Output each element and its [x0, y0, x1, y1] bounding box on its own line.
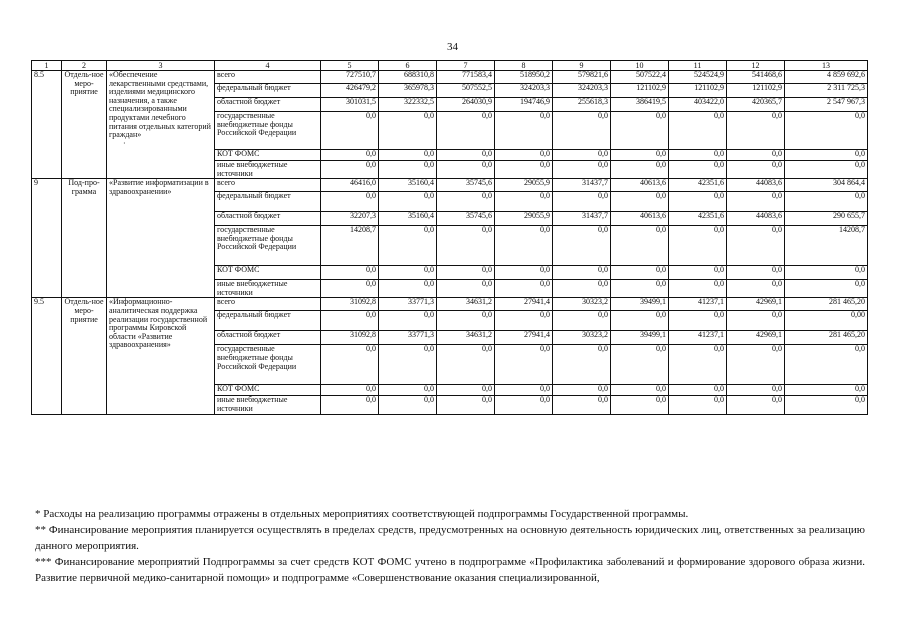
- value-cell: 0,0: [727, 226, 785, 266]
- value-cell: 0,0: [321, 192, 379, 212]
- value-cell: 0,0: [611, 226, 669, 266]
- value-cell: 365978,3: [379, 84, 437, 98]
- value-cell: 0,0: [437, 226, 495, 266]
- value-cell: 322332,5: [379, 98, 437, 112]
- value-cell: 121102,9: [611, 84, 669, 98]
- value-cell: 34631,2: [437, 298, 495, 311]
- value-cell: 0,0: [669, 112, 727, 150]
- funding-source-cell: государственные внебюджетные фонды Российской Федерации: [215, 345, 321, 385]
- funding-source-cell: областной бюджет: [215, 98, 321, 112]
- value-cell: 507522,4: [611, 71, 669, 84]
- value-cell: 420365,7: [727, 98, 785, 112]
- value-cell: 0,0: [727, 345, 785, 385]
- value-cell: 0,0: [437, 396, 495, 414]
- item-mark: ·: [123, 138, 126, 148]
- value-cell: 0,0: [727, 311, 785, 331]
- value-cell: 403422,0: [669, 98, 727, 112]
- value-cell: 0,0: [495, 161, 553, 179]
- value-cell: 33771,3: [379, 331, 437, 345]
- funding-source-cell: федеральный бюджет: [215, 311, 321, 331]
- value-cell: 0,0: [495, 385, 553, 396]
- value-cell: 0,0: [437, 311, 495, 331]
- value-cell: 0,0: [785, 396, 868, 414]
- value-cell: 42969,1: [727, 298, 785, 311]
- budget-table: [31, 60, 868, 415]
- item-type-cell: Отдель-ное меро-приятие: [62, 298, 107, 414]
- row-id-cell: 9.5: [32, 298, 62, 414]
- value-cell: 34631,2: [437, 331, 495, 345]
- value-cell: 0,0: [379, 161, 437, 179]
- value-cell: 0,0: [437, 150, 495, 161]
- value-cell: 0,0: [669, 161, 727, 179]
- value-cell: 0,0: [669, 150, 727, 161]
- value-cell: 304 864,4: [785, 179, 868, 192]
- value-cell: 0,0: [611, 345, 669, 385]
- value-cell: 0,0: [785, 345, 868, 385]
- value-cell: 0,0: [669, 385, 727, 396]
- value-cell: 0,0: [553, 385, 611, 396]
- item-type-cell: Отдель-ное меро-приятие: [62, 71, 107, 179]
- value-cell: 121102,9: [669, 84, 727, 98]
- value-cell: 0,0: [321, 266, 379, 280]
- value-cell: 324203,3: [495, 84, 553, 98]
- value-cell: 14208,7: [321, 226, 379, 266]
- value-cell: 264030,9: [437, 98, 495, 112]
- value-cell: 0,0: [553, 396, 611, 414]
- value-cell: 0,0: [321, 280, 379, 298]
- footnotes: [35, 506, 865, 586]
- value-cell: 44083,6: [727, 179, 785, 192]
- value-cell: 0,0: [553, 311, 611, 331]
- value-cell: 27941,4: [495, 298, 553, 311]
- table-row: [32, 71, 868, 84]
- funding-source-cell: областной бюджет: [215, 331, 321, 345]
- value-cell: 0,0: [321, 385, 379, 396]
- value-cell: 0,0: [495, 192, 553, 212]
- footnote: *** Финансирование мероприятий Подпрограммы за счет средств КОТ ФОМС учтено в подпрограмме «Профилактика заболеваний и формирование здорового образа жизни. Развитие первичной медико-санитарной помощи» и подпрограмме «Совершенствование оказания специализированной,: [35, 556, 865, 584]
- value-cell: 0,0: [495, 396, 553, 414]
- value-cell: 688310,8: [379, 71, 437, 84]
- footnote: ** Финансирование мероприятия планируется осуществлять в пределах средств, предусмотренных на основную деятельность юридических лиц, ответственных за реализацию данного мероприятия.: [35, 524, 865, 552]
- value-cell: 41237,1: [669, 331, 727, 345]
- value-cell: 0,0: [437, 161, 495, 179]
- column-number-row: [32, 61, 868, 71]
- value-cell: 29055,9: [495, 212, 553, 226]
- value-cell: 27941,4: [495, 331, 553, 345]
- value-cell: 386419,5: [611, 98, 669, 112]
- value-cell: 301031,5: [321, 98, 379, 112]
- value-cell: 0,0: [727, 280, 785, 298]
- value-cell: 0,0: [727, 266, 785, 280]
- col-header: 6: [379, 61, 437, 71]
- table-row: [32, 179, 868, 192]
- value-cell: 0,0: [553, 226, 611, 266]
- item-type-cell: Под-про-грамма: [62, 179, 107, 298]
- item-name: «Развитие информатизации в здравоохранении»: [109, 178, 209, 196]
- row-id-cell: 8.5: [32, 71, 62, 179]
- value-cell: 0,0: [785, 385, 868, 396]
- value-cell: 30323,2: [553, 331, 611, 345]
- col-header: 13: [785, 61, 868, 71]
- value-cell: 121102,9: [727, 84, 785, 98]
- value-cell: 0,0: [379, 280, 437, 298]
- col-header: 9: [553, 61, 611, 71]
- value-cell: 0,0: [785, 266, 868, 280]
- value-cell: 44083,6: [727, 212, 785, 226]
- value-cell: 0,0: [379, 345, 437, 385]
- value-cell: 0,0: [669, 266, 727, 280]
- value-cell: 39499,1: [611, 298, 669, 311]
- col-header: 12: [727, 61, 785, 71]
- value-cell: 0,0: [495, 345, 553, 385]
- value-cell: 518950,2: [495, 71, 553, 84]
- value-cell: 0,0: [379, 226, 437, 266]
- value-cell: 0,0: [727, 396, 785, 414]
- value-cell: 0,0: [553, 266, 611, 280]
- value-cell: 0,0: [669, 192, 727, 212]
- value-cell: 771583,4: [437, 71, 495, 84]
- funding-source-cell: иные внебюджетные источники: [215, 396, 321, 414]
- value-cell: 324203,3: [553, 84, 611, 98]
- value-cell: 0,00: [785, 311, 868, 331]
- value-cell: 0,0: [669, 345, 727, 385]
- value-cell: 0,0: [379, 192, 437, 212]
- value-cell: 0,0: [495, 280, 553, 298]
- value-cell: 0,0: [611, 192, 669, 212]
- value-cell: 0,0: [379, 266, 437, 280]
- funding-source-cell: федеральный бюджет: [215, 84, 321, 98]
- funding-source-cell: областной бюджет: [215, 212, 321, 226]
- funding-source-cell: всего: [215, 71, 321, 84]
- value-cell: 2 547 967,3: [785, 98, 868, 112]
- value-cell: 0,0: [321, 161, 379, 179]
- value-cell: 0,0: [379, 150, 437, 161]
- value-cell: 0,0: [553, 192, 611, 212]
- item-name-cell: [107, 179, 215, 298]
- value-cell: 0,0: [727, 161, 785, 179]
- value-cell: 42351,6: [669, 179, 727, 192]
- value-cell: 194746,9: [495, 98, 553, 112]
- value-cell: 31437,7: [553, 212, 611, 226]
- funding-source-cell: всего: [215, 179, 321, 192]
- value-cell: 2 311 725,3: [785, 84, 868, 98]
- funding-source-cell: иные внебюджетные источники: [215, 161, 321, 179]
- value-cell: 0,0: [611, 396, 669, 414]
- value-cell: 41237,1: [669, 298, 727, 311]
- value-cell: 0,0: [611, 266, 669, 280]
- value-cell: 0,0: [553, 150, 611, 161]
- value-cell: 0,0: [727, 112, 785, 150]
- value-cell: 4 859 692,6: [785, 71, 868, 84]
- footnote: * Расходы на реализацию программы отражены в отдельных мероприятиях соответствующей подпрограммы Государственной программы.: [35, 508, 689, 520]
- value-cell: 39499,1: [611, 331, 669, 345]
- value-cell: 0,0: [727, 150, 785, 161]
- funding-source-cell: КОТ ФОМС: [215, 266, 321, 280]
- value-cell: 0,0: [321, 396, 379, 414]
- value-cell: 0,0: [611, 280, 669, 298]
- value-cell: 290 655,7: [785, 212, 868, 226]
- table-body: [32, 71, 868, 415]
- value-cell: 0,0: [437, 385, 495, 396]
- value-cell: 0,0: [379, 385, 437, 396]
- value-cell: 0,0: [437, 192, 495, 212]
- value-cell: 727510,7: [321, 71, 379, 84]
- value-cell: 0,0: [611, 112, 669, 150]
- value-cell: 42351,6: [669, 212, 727, 226]
- value-cell: 0,0: [785, 192, 868, 212]
- value-cell: 40613,6: [611, 179, 669, 192]
- value-cell: 35745,6: [437, 212, 495, 226]
- funding-source-cell: федеральный бюджет: [215, 192, 321, 212]
- value-cell: 0,0: [669, 280, 727, 298]
- funding-source-cell: КОТ ФОМС: [215, 150, 321, 161]
- col-header: 11: [669, 61, 727, 71]
- value-cell: 0,0: [611, 385, 669, 396]
- col-header: 3: [107, 61, 215, 71]
- value-cell: 0,0: [495, 266, 553, 280]
- value-cell: 31437,7: [553, 179, 611, 192]
- value-cell: 32207,3: [321, 212, 379, 226]
- value-cell: 0,0: [495, 226, 553, 266]
- value-cell: 0,0: [611, 150, 669, 161]
- value-cell: 29055,9: [495, 179, 553, 192]
- value-cell: 0,0: [553, 280, 611, 298]
- value-cell: 35745,6: [437, 179, 495, 192]
- page-number: 34: [447, 41, 458, 53]
- value-cell: 281 465,20: [785, 298, 868, 311]
- funding-source-cell: всего: [215, 298, 321, 311]
- value-cell: 0,0: [669, 396, 727, 414]
- value-cell: 0,0: [785, 280, 868, 298]
- value-cell: 0,0: [437, 266, 495, 280]
- value-cell: 0,0: [379, 112, 437, 150]
- value-cell: 0,0: [379, 311, 437, 331]
- value-cell: 0,0: [669, 226, 727, 266]
- value-cell: 0,0: [437, 345, 495, 385]
- value-cell: 14208,7: [785, 226, 868, 266]
- value-cell: 507552,5: [437, 84, 495, 98]
- value-cell: 524524,9: [669, 71, 727, 84]
- value-cell: 42969,1: [727, 331, 785, 345]
- value-cell: 30323,2: [553, 298, 611, 311]
- col-header: 7: [437, 61, 495, 71]
- item-name: «Информационно-аналитическая поддержка реализации государственной программы Кировской области «Развитие здравоохранения»: [109, 297, 208, 350]
- table-row: [32, 298, 868, 311]
- value-cell: 0,0: [727, 192, 785, 212]
- col-header: 4: [215, 61, 321, 71]
- value-cell: 0,0: [611, 311, 669, 331]
- funding-source-cell: государственные внебюджетные фонды Российской Федерации: [215, 112, 321, 150]
- item-name-cell: [107, 71, 215, 179]
- row-id-cell: 9: [32, 179, 62, 298]
- value-cell: 35160,4: [379, 212, 437, 226]
- value-cell: 0,0: [553, 345, 611, 385]
- col-header: 5: [321, 61, 379, 71]
- value-cell: 0,0: [437, 280, 495, 298]
- value-cell: 0,0: [727, 385, 785, 396]
- item-name: «Обеспечение лекарственными средствами, изделиями медицинского назначения, а также специализированными продуктами лечебного питания отдельных категорий граждан»: [109, 70, 211, 140]
- value-cell: 0,0: [321, 345, 379, 385]
- value-cell: 0,0: [785, 112, 868, 150]
- value-cell: 0,0: [321, 112, 379, 150]
- value-cell: 0,0: [495, 112, 553, 150]
- value-cell: 0,0: [437, 112, 495, 150]
- value-cell: 0,0: [553, 161, 611, 179]
- value-cell: 46416,0: [321, 179, 379, 192]
- funding-source-cell: государственные внебюджетные фонды Российской Федерации: [215, 226, 321, 266]
- value-cell: 31092,8: [321, 331, 379, 345]
- item-name-cell: [107, 298, 215, 414]
- value-cell: 40613,6: [611, 212, 669, 226]
- col-header: 1: [32, 61, 62, 71]
- value-cell: 0,0: [611, 161, 669, 179]
- value-cell: 255618,3: [553, 98, 611, 112]
- col-header: 2: [62, 61, 107, 71]
- value-cell: 0,0: [669, 311, 727, 331]
- value-cell: 0,0: [553, 112, 611, 150]
- value-cell: 35160,4: [379, 179, 437, 192]
- col-header: 8: [495, 61, 553, 71]
- value-cell: 33771,3: [379, 298, 437, 311]
- value-cell: 31092,8: [321, 298, 379, 311]
- value-cell: 0,0: [495, 311, 553, 331]
- col-header: 10: [611, 61, 669, 71]
- value-cell: 0,0: [785, 161, 868, 179]
- value-cell: 0,0: [321, 311, 379, 331]
- funding-source-cell: КОТ ФОМС: [215, 385, 321, 396]
- value-cell: 0,0: [321, 150, 379, 161]
- value-cell: 541468,6: [727, 71, 785, 84]
- value-cell: 0,0: [379, 396, 437, 414]
- value-cell: 579821,6: [553, 71, 611, 84]
- value-cell: 426479,2: [321, 84, 379, 98]
- funding-source-cell: иные внебюджетные источники: [215, 280, 321, 298]
- value-cell: 281 465,20: [785, 331, 868, 345]
- value-cell: 0,0: [785, 150, 868, 161]
- value-cell: 0,0: [495, 150, 553, 161]
